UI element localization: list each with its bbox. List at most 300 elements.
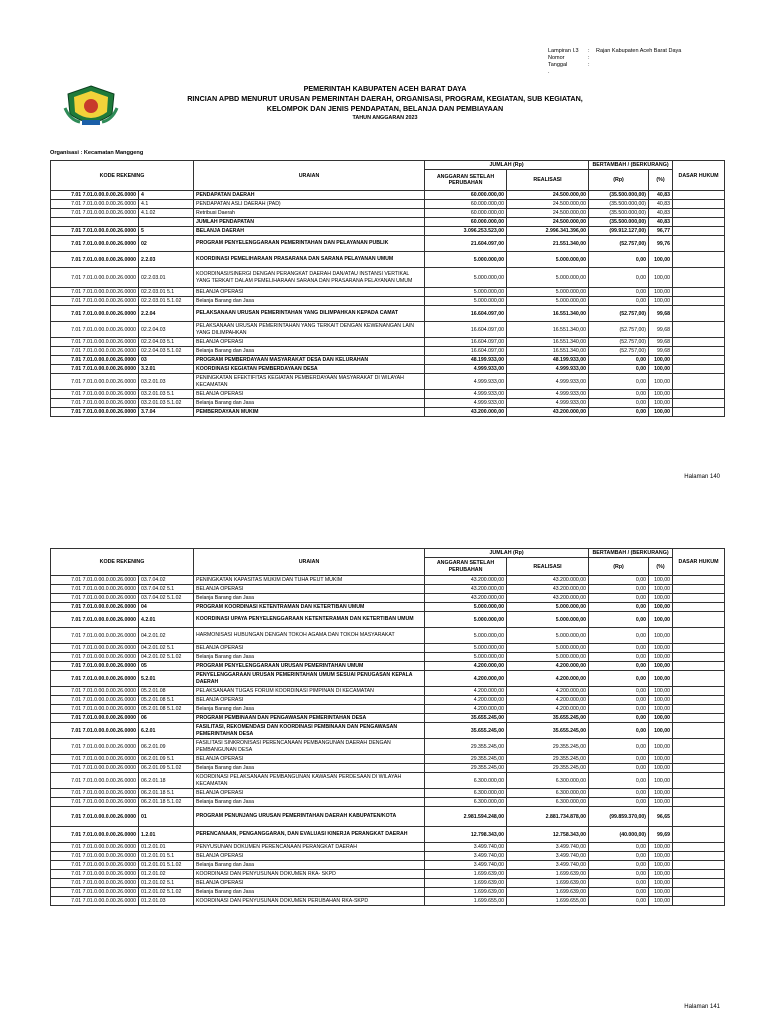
realisasi-cell: 4.999.933,00 <box>507 399 589 408</box>
kode-rekening-cell: 7.01 7.01.0.00.0.00.26.0000 <box>51 687 139 696</box>
kode-rekening-cell: 7.01 7.01.0.00.0.00.26.0000 <box>51 200 139 209</box>
realisasi-cell: 43.200.000,00 <box>507 585 589 594</box>
uraian-cell: PENDAPATAN DAERAH <box>194 191 425 200</box>
sub-kode-cell: 06 <box>139 714 194 723</box>
selisih-rp-cell: 0,00 <box>589 723 649 739</box>
dasar-hukum-cell <box>673 628 725 644</box>
table-row <box>51 807 725 827</box>
kode-rekening-cell: 7.01 7.01.0.00.0.00.26.0000 <box>51 852 139 861</box>
uraian-cell: BELANJA OPERASI <box>194 696 425 705</box>
kode-rekening-cell: 7.01 7.01.0.00.0.00.26.0000 <box>51 399 139 408</box>
sub-kode-cell: 01.2.01.01 5.1.02 <box>139 861 194 870</box>
dasar-hukum-cell <box>673 879 725 888</box>
anggaran-cell: 5.000.000,00 <box>425 268 507 288</box>
sub-kode-cell: 03.2.01.03 5.1 <box>139 390 194 399</box>
anggaran-cell: 3.499.740,00 <box>425 852 507 861</box>
col-jumlah: JUMLAH (Rp) <box>425 549 589 558</box>
header-line-2: RINCIAN APBD MENURUT URUSAN PEMERINTAH DAERAH, ORGANISASI, PROGRAM, KEGIATAN, SUB KEGIATAN, <box>187 94 583 103</box>
anggaran-cell: 4.200.000,00 <box>425 687 507 696</box>
uraian-cell: PROGRAM PEMBINAAN DAN PENGAWASAN PEMERINTAHAN DESA <box>194 714 425 723</box>
selisih-pct-cell: 100,00 <box>649 888 673 897</box>
realisasi-cell: 3.499.740,00 <box>507 843 589 852</box>
selisih-pct-cell: 99,69 <box>649 827 673 843</box>
uraian-cell: BELANJA OPERASI <box>194 338 425 347</box>
kode-rekening-cell: 7.01 7.01.0.00.0.00.26.0000 <box>51 322 139 338</box>
sub-kode-cell: 01.2.01.03 <box>139 897 194 906</box>
kode-rekening-cell: 7.01 7.01.0.00.0.00.26.0000 <box>51 594 139 603</box>
col-kode-rekening: KODE REKENING <box>51 549 194 576</box>
uraian-cell: BELANJA OPERASI <box>194 585 425 594</box>
col-pct: (%) <box>649 558 673 576</box>
table-row <box>51 390 725 399</box>
sub-kode-cell: 03.7.04.02 <box>139 576 194 585</box>
attachment-label: Lampiran I.3 <box>548 48 579 54</box>
table-row <box>51 843 725 852</box>
realisasi-cell: 3.499.740,00 <box>507 852 589 861</box>
sub-kode-cell: 06.2.01.18 <box>139 773 194 789</box>
sub-kode-cell: 03.2.01.03 5.1.02 <box>139 399 194 408</box>
dasar-hukum-cell <box>673 852 725 861</box>
selisih-rp-cell: 0,00 <box>589 861 649 870</box>
sub-kode-cell: 01.2.01.01 <box>139 843 194 852</box>
uraian-cell: Belanja Barang dan Jasa <box>194 399 425 408</box>
uraian-cell: Belanja Barang dan Jasa <box>194 347 425 356</box>
realisasi-cell: 12.758.343,00 <box>507 827 589 843</box>
uraian-cell: Belanja Barang dan Jasa <box>194 764 425 773</box>
attachment-value: Rajan Kabupaten Aceh Barat Daya <box>596 48 682 54</box>
kode-rekening-cell: 7.01 7.01.0.00.0.00.26.0000 <box>51 870 139 879</box>
selisih-rp-cell: 0,00 <box>589 696 649 705</box>
sub-kode-cell: 05.2.01.08 5.1 <box>139 696 194 705</box>
selisih-pct-cell: 100,00 <box>649 687 673 696</box>
selisih-rp-cell: 0,00 <box>589 687 649 696</box>
kode-rekening-cell: 7.01 7.01.0.00.0.00.26.0000 <box>51 252 139 268</box>
col-realisasi: REALISASI <box>507 558 589 576</box>
kode-rekening-cell: 7.01 7.01.0.00.0.00.26.0000 <box>51 365 139 374</box>
selisih-pct-cell: 40,83 <box>649 200 673 209</box>
kode-rekening-cell <box>51 218 139 227</box>
realisasi-cell: 35.655.245,00 <box>507 714 589 723</box>
realisasi-cell: 29.355.245,00 <box>507 764 589 773</box>
anggaran-cell: 48.199.933,00 <box>425 356 507 365</box>
realisasi-cell: 4.200.000,00 <box>507 705 589 714</box>
attachment-row <box>548 48 681 55</box>
uraian-cell: BELANJA DAERAH <box>194 227 425 236</box>
uraian-cell: PENDAPATAN ASLI DAERAH (PAD) <box>194 200 425 209</box>
selisih-rp-cell: 0,00 <box>589 870 649 879</box>
selisih-rp-cell: 0,00 <box>589 252 649 268</box>
table-row <box>51 297 725 306</box>
sub-kode-cell: 01.2.01.02 5.1.02 <box>139 888 194 897</box>
uraian-cell: KOORDINASI UPAYA PENYELENGGARAAN KETENTERAMAN DAN KETERTIBAN UMUM <box>194 612 425 628</box>
anggaran-cell: 4.999.933,00 <box>425 374 507 390</box>
table-row <box>51 585 725 594</box>
kode-rekening-cell: 7.01 7.01.0.00.0.00.26.0000 <box>51 798 139 807</box>
kode-rekening-cell: 7.01 7.01.0.00.0.00.26.0000 <box>51 739 139 755</box>
dasar-hukum-cell <box>673 209 725 218</box>
uraian-cell: PENYUSUNAN DOKUMEN PERENCANAAN PERANGKAT DAERAH <box>194 843 425 852</box>
selisih-rp-cell: 0,00 <box>589 356 649 365</box>
selisih-rp-cell: 0,00 <box>589 662 649 671</box>
selisih-pct-cell: 40,83 <box>649 191 673 200</box>
anggaran-cell: 6.300.000,00 <box>425 798 507 807</box>
col-anggaran: ANGGARAN SETELAH PERUBAHAN <box>425 170 507 191</box>
selisih-rp-cell: (52.757,00) <box>589 236 649 252</box>
kode-rekening-cell: 7.01 7.01.0.00.0.00.26.0000 <box>51 297 139 306</box>
anggaran-cell: 2.981.594.248,00 <box>425 807 507 827</box>
realisasi-cell: 16.551.340,00 <box>507 306 589 322</box>
uraian-cell: FASILITASI SINKRONISASI PERENCANAAN PEMBANGUNAN DAERAH DENGAN PEMBANGUNAN DESA <box>194 739 425 755</box>
realisasi-cell: 5.000.000,00 <box>507 628 589 644</box>
anggaran-cell: 1.699.655,00 <box>425 897 507 906</box>
uraian-cell: Belanja Barang dan Jasa <box>194 297 425 306</box>
sub-kode-cell: 01 <box>139 807 194 827</box>
sub-kode-cell: 04.2.01.02 5.1 <box>139 644 194 653</box>
kode-rekening-cell: 7.01 7.01.0.00.0.00.26.0000 <box>51 696 139 705</box>
selisih-pct-cell: 100,00 <box>649 288 673 297</box>
selisih-pct-cell: 100,00 <box>649 653 673 662</box>
sub-kode-cell: 03.7.04.02 5.1.02 <box>139 594 194 603</box>
selisih-rp-cell: 0,00 <box>589 739 649 755</box>
anggaran-cell: 1.699.639,00 <box>425 879 507 888</box>
selisih-pct-cell: 100,00 <box>649 390 673 399</box>
kode-rekening-cell: 7.01 7.01.0.00.0.00.26.0000 <box>51 653 139 662</box>
dasar-hukum-cell <box>673 773 725 789</box>
sub-kode-cell <box>139 218 194 227</box>
realisasi-cell: 24.500.000,00 <box>507 200 589 209</box>
selisih-rp-cell: 0,00 <box>589 408 649 417</box>
header-line-4: TAHUN ANGGARAN 2023 <box>352 115 418 121</box>
table-row <box>51 227 725 236</box>
selisih-pct-cell: 100,00 <box>649 789 673 798</box>
selisih-pct-cell: 100,00 <box>649 268 673 288</box>
uraian-cell: KOORDINASI/SINERGI DENGAN PERANGKAT DAERAH DAN/ATAU INSTANSI VERTIKAL YANG TERKAIT DALAM PEMELIHARAAN SARANA DAN PRASARANA PELAYANAN UMUM <box>194 268 425 288</box>
table-row <box>51 861 725 870</box>
kode-rekening-cell: 7.01 7.01.0.00.0.00.26.0000 <box>51 807 139 827</box>
col-dasar-hukum: DASAR HUKUM <box>673 161 725 191</box>
table-row <box>51 739 725 755</box>
anggaran-cell: 5.000.000,00 <box>425 252 507 268</box>
dasar-hukum-cell <box>673 408 725 417</box>
dasar-hukum-cell <box>673 338 725 347</box>
kode-rekening-cell: 7.01 7.01.0.00.0.00.26.0000 <box>51 338 139 347</box>
table-row <box>51 696 725 705</box>
realisasi-cell: 6.300.000,00 <box>507 789 589 798</box>
sub-kode-cell: 04.2.01.02 5.1.02 <box>139 653 194 662</box>
selisih-rp-cell: 0,00 <box>589 852 649 861</box>
table-row <box>51 662 725 671</box>
kode-rekening-cell: 7.01 7.01.0.00.0.00.26.0000 <box>51 714 139 723</box>
table-row <box>51 714 725 723</box>
selisih-pct-cell: 100,00 <box>649 897 673 906</box>
dasar-hukum-cell <box>673 696 725 705</box>
sub-kode-cell: 04 <box>139 603 194 612</box>
col-anggaran: ANGGARAN SETELAH PERUBAHAN <box>425 558 507 576</box>
anggaran-cell: 60.000.000,00 <box>425 200 507 209</box>
realisasi-cell: 5.000.000,00 <box>507 252 589 268</box>
table-row <box>51 365 725 374</box>
anggaran-cell: 29.355.245,00 <box>425 764 507 773</box>
budget-table-page-140 <box>50 160 725 417</box>
sub-kode-cell: 3.7.04 <box>139 408 194 417</box>
attachment-sep: : <box>588 48 590 54</box>
table-row <box>51 653 725 662</box>
table-row <box>51 576 725 585</box>
table-row <box>51 218 725 227</box>
selisih-rp-cell: 0,00 <box>589 268 649 288</box>
selisih-rp-cell: 0,00 <box>589 644 649 653</box>
dasar-hukum-cell <box>673 236 725 252</box>
uraian-cell: PELAKSANAAN URUSAN PEMERINTAHAN YANG DILIMPAHKAN KEPADA CAMAT <box>194 306 425 322</box>
kode-rekening-cell: 7.01 7.01.0.00.0.00.26.0000 <box>51 764 139 773</box>
anggaran-cell: 5.000.000,00 <box>425 603 507 612</box>
selisih-rp-cell: 0,00 <box>589 297 649 306</box>
dasar-hukum-cell <box>673 843 725 852</box>
sub-kode-cell: 01.2.01.02 <box>139 870 194 879</box>
table-row <box>51 347 725 356</box>
uraian-cell: KOORDINASI PEMELIHARAAN PRASARANA DAN SARANA PELAYANAN UMUM <box>194 252 425 268</box>
anggaran-cell: 43.200.000,00 <box>425 585 507 594</box>
kode-rekening-cell: 7.01 7.01.0.00.0.00.26.0000 <box>51 827 139 843</box>
table-row <box>51 306 725 322</box>
selisih-rp-cell: 0,00 <box>589 603 649 612</box>
sub-kode-cell: 06.2.01.18 5.1.02 <box>139 798 194 807</box>
kode-rekening-cell: 7.01 7.01.0.00.0.00.26.0000 <box>51 723 139 739</box>
sub-kode-cell: 2.2.03 <box>139 252 194 268</box>
dasar-hukum-cell <box>673 897 725 906</box>
dasar-hukum-cell <box>673 297 725 306</box>
dasar-hukum-cell <box>673 723 725 739</box>
selisih-pct-cell: 99,68 <box>649 322 673 338</box>
selisih-rp-cell: 0,00 <box>589 628 649 644</box>
table-row <box>51 268 725 288</box>
dasar-hukum-cell <box>673 347 725 356</box>
selisih-rp-cell: 0,00 <box>589 585 649 594</box>
realisasi-cell: 1.699.655,00 <box>507 897 589 906</box>
dasar-hukum-cell <box>673 585 725 594</box>
dasar-hukum-cell <box>673 603 725 612</box>
uraian-cell: PROGRAM KOORDINASI KETENTRAMAN DAN KETERTIBAN UMUM <box>194 603 425 612</box>
anggaran-cell: 29.355.245,00 <box>425 755 507 764</box>
uraian-cell: Belanja Barang dan Jasa <box>194 888 425 897</box>
kode-rekening-cell: 7.01 7.01.0.00.0.00.26.0000 <box>51 879 139 888</box>
realisasi-cell: 4.999.933,00 <box>507 365 589 374</box>
kode-rekening-cell: 7.01 7.01.0.00.0.00.26.0000 <box>51 612 139 628</box>
selisih-rp-cell: 0,00 <box>589 897 649 906</box>
dasar-hukum-cell <box>673 687 725 696</box>
document-header <box>160 84 610 122</box>
kode-rekening-cell: 7.01 7.01.0.00.0.00.26.0000 <box>51 374 139 390</box>
dasar-hukum-cell <box>673 798 725 807</box>
header-line-1: PEMERINTAH KABUPATEN ACEH BARAT DAYA <box>303 84 467 93</box>
uraian-cell: Belanja Barang dan Jasa <box>194 594 425 603</box>
uraian-cell: HARMONISASI HUBUNGAN DENGAN TOKOH AGAMA DAN TOKOH MASYARAKAT <box>194 628 425 644</box>
anggaran-cell: 5.000.000,00 <box>425 628 507 644</box>
sub-kode-cell: 02.2.03.01 5.1 <box>139 288 194 297</box>
sub-kode-cell: 2.2.04 <box>139 306 194 322</box>
realisasi-cell: 1.699.639,00 <box>507 870 589 879</box>
selisih-pct-cell: 96,65 <box>649 807 673 827</box>
anggaran-cell: 3.499.740,00 <box>425 861 507 870</box>
table-row <box>51 798 725 807</box>
kode-rekening-cell: 7.01 7.01.0.00.0.00.26.0000 <box>51 390 139 399</box>
sub-kode-cell: 6.2.01 <box>139 723 194 739</box>
selisih-pct-cell: 40,83 <box>649 209 673 218</box>
selisih-pct-cell: 99,68 <box>649 347 673 356</box>
uraian-cell: PENINGKATAN EFEKTIFITAS KEGIATAN PEMBERDAYAAN MASYARAKAT DI WILAYAH KECAMATAN <box>194 374 425 390</box>
selisih-pct-cell: 100,00 <box>649 374 673 390</box>
col-pct: (%) <box>649 170 673 191</box>
kode-rekening-cell: 7.01 7.01.0.00.0.00.26.0000 <box>51 356 139 365</box>
selisih-rp-cell: (35.500.000,00) <box>589 209 649 218</box>
table-row <box>51 603 725 612</box>
sub-kode-cell: 01.2.01.02 5.1 <box>139 879 194 888</box>
selisih-pct-cell: 100,00 <box>649 861 673 870</box>
anggaran-cell: 16.604.097,00 <box>425 306 507 322</box>
kode-rekening-cell: 7.01 7.01.0.00.0.00.26.0000 <box>51 861 139 870</box>
anggaran-cell: 5.000.000,00 <box>425 288 507 297</box>
dasar-hukum-cell <box>673 227 725 236</box>
uraian-cell: BELANJA OPERASI <box>194 288 425 297</box>
kode-rekening-cell: 7.01 7.01.0.00.0.00.26.0000 <box>51 773 139 789</box>
anggaran-cell: 5.000.000,00 <box>425 612 507 628</box>
realisasi-cell: 4.200.000,00 <box>507 662 589 671</box>
dasar-hukum-cell <box>673 191 725 200</box>
uraian-cell: JUMLAH PENDAPATAN <box>194 218 425 227</box>
table-row <box>51 852 725 861</box>
sub-kode-cell: 06.2.01.09 5.1 <box>139 755 194 764</box>
kode-rekening-cell: 7.01 7.01.0.00.0.00.26.0000 <box>51 603 139 612</box>
table-row <box>51 322 725 338</box>
anggaran-cell: 43.200.000,00 <box>425 594 507 603</box>
selisih-pct-cell: 100,00 <box>649 879 673 888</box>
uraian-cell: BELANJA OPERASI <box>194 879 425 888</box>
selisih-rp-cell: (35.500.000,00) <box>589 191 649 200</box>
table-row <box>51 870 725 879</box>
selisih-pct-cell: 100,00 <box>649 764 673 773</box>
uraian-cell: Belanja Barang dan Jasa <box>194 798 425 807</box>
selisih-rp-cell: (35.500.000,00) <box>589 200 649 209</box>
table-row <box>51 705 725 714</box>
selisih-rp-cell: (99.912.127,00) <box>589 227 649 236</box>
anggaran-cell: 35.655.245,00 <box>425 714 507 723</box>
dasar-hukum-cell <box>673 827 725 843</box>
dasar-hukum-cell <box>673 888 725 897</box>
selisih-rp-cell: 0,00 <box>589 653 649 662</box>
dasar-hukum-cell <box>673 399 725 408</box>
selisih-pct-cell: 100,00 <box>649 843 673 852</box>
table-row <box>51 356 725 365</box>
sub-kode-cell: 05 <box>139 662 194 671</box>
table-row <box>51 612 725 628</box>
realisasi-cell: 43.200.000,00 <box>507 576 589 585</box>
col-jumlah: JUMLAH (Rp) <box>425 161 589 170</box>
table-row <box>51 236 725 252</box>
table-row <box>51 209 725 218</box>
realisasi-cell: 16.551.340,00 <box>507 338 589 347</box>
table-row <box>51 789 725 798</box>
selisih-rp-cell: (52.757,00) <box>589 347 649 356</box>
anggaran-cell: 60.000.000,00 <box>425 209 507 218</box>
realisasi-cell: 4.200.000,00 <box>507 696 589 705</box>
anggaran-cell: 12.798.343,00 <box>425 827 507 843</box>
table-row <box>51 827 725 843</box>
selisih-pct-cell: 100,00 <box>649 739 673 755</box>
kode-rekening-cell: 7.01 7.01.0.00.0.00.26.0000 <box>51 209 139 218</box>
dasar-hukum-cell <box>673 861 725 870</box>
selisih-pct-cell: 100,00 <box>649 408 673 417</box>
kode-rekening-cell: 7.01 7.01.0.00.0.00.26.0000 <box>51 306 139 322</box>
sub-kode-cell: 03.2.01.03 <box>139 374 194 390</box>
table-row <box>51 288 725 297</box>
organisasi-label: Organisasi : Kecamatan Manggeng <box>50 150 144 156</box>
selisih-pct-cell: 100,00 <box>649 662 673 671</box>
selisih-rp-cell: 0,00 <box>589 288 649 297</box>
dasar-hukum-cell <box>673 671 725 687</box>
table-row <box>51 671 725 687</box>
kode-rekening-cell: 7.01 7.01.0.00.0.00.26.0000 <box>51 628 139 644</box>
col-rp: (Rp) <box>589 170 649 191</box>
sub-kode-cell: 06.2.01.09 <box>139 739 194 755</box>
anggaran-cell: 43.200.000,00 <box>425 408 507 417</box>
selisih-pct-cell: 100,00 <box>649 612 673 628</box>
dasar-hukum-cell <box>673 200 725 209</box>
kode-rekening-cell: 7.01 7.01.0.00.0.00.26.0000 <box>51 227 139 236</box>
selisih-rp-cell: 0,00 <box>589 755 649 764</box>
uraian-cell: Retribusi Daerah <box>194 209 425 218</box>
uraian-cell: PROGRAM PENUNJANG URUSAN PEMERINTAHAN DAERAH KABUPATEN/KOTA <box>194 807 425 827</box>
selisih-rp-cell: (99.859.370,00) <box>589 807 649 827</box>
selisih-rp-cell: 0,00 <box>589 843 649 852</box>
selisih-pct-cell: 40,83 <box>649 218 673 227</box>
kode-rekening-cell: 7.01 7.01.0.00.0.00.26.0000 <box>51 268 139 288</box>
realisasi-cell: 4.200.000,00 <box>507 687 589 696</box>
selisih-pct-cell: 100,00 <box>649 755 673 764</box>
regency-logo-icon <box>62 84 120 130</box>
selisih-rp-cell: (52.757,00) <box>589 338 649 347</box>
selisih-rp-cell: (35.500.000,00) <box>589 218 649 227</box>
sub-kode-cell: 3.2.01 <box>139 365 194 374</box>
realisasi-cell: 4.999.933,00 <box>507 374 589 390</box>
realisasi-cell: 24.500.000,00 <box>507 209 589 218</box>
realisasi-cell: 29.355.245,00 <box>507 739 589 755</box>
realisasi-cell: 43.200.000,00 <box>507 594 589 603</box>
selisih-pct-cell: 100,00 <box>649 723 673 739</box>
dasar-hukum-cell <box>673 739 725 755</box>
dasar-hukum-cell <box>673 322 725 338</box>
col-dasar-hukum: DASAR HUKUM <box>673 549 725 576</box>
realisasi-cell: 6.300.000,00 <box>507 798 589 807</box>
table-row <box>51 879 725 888</box>
anggaran-cell: 3.499.740,00 <box>425 843 507 852</box>
attachment-sep: : <box>588 55 590 61</box>
table-row <box>51 338 725 347</box>
selisih-pct-cell: 100,00 <box>649 714 673 723</box>
page-number-140: Halaman 140 <box>684 474 720 480</box>
anggaran-cell: 4.999.933,00 <box>425 390 507 399</box>
sub-kode-cell: 02.2.04.03 5.1.02 <box>139 347 194 356</box>
selisih-rp-cell: (52.757,00) <box>589 322 649 338</box>
selisih-pct-cell: 100,00 <box>649 585 673 594</box>
realisasi-cell: 4.999.933,00 <box>507 390 589 399</box>
dasar-hukum-cell <box>673 218 725 227</box>
selisih-rp-cell: 0,00 <box>589 594 649 603</box>
col-kode-rekening: KODE REKENING <box>51 161 194 191</box>
realisasi-cell: 2.881.734.878,00 <box>507 807 589 827</box>
selisih-rp-cell: 0,00 <box>589 390 649 399</box>
table-row <box>51 755 725 764</box>
realisasi-cell: 1.699.639,00 <box>507 879 589 888</box>
